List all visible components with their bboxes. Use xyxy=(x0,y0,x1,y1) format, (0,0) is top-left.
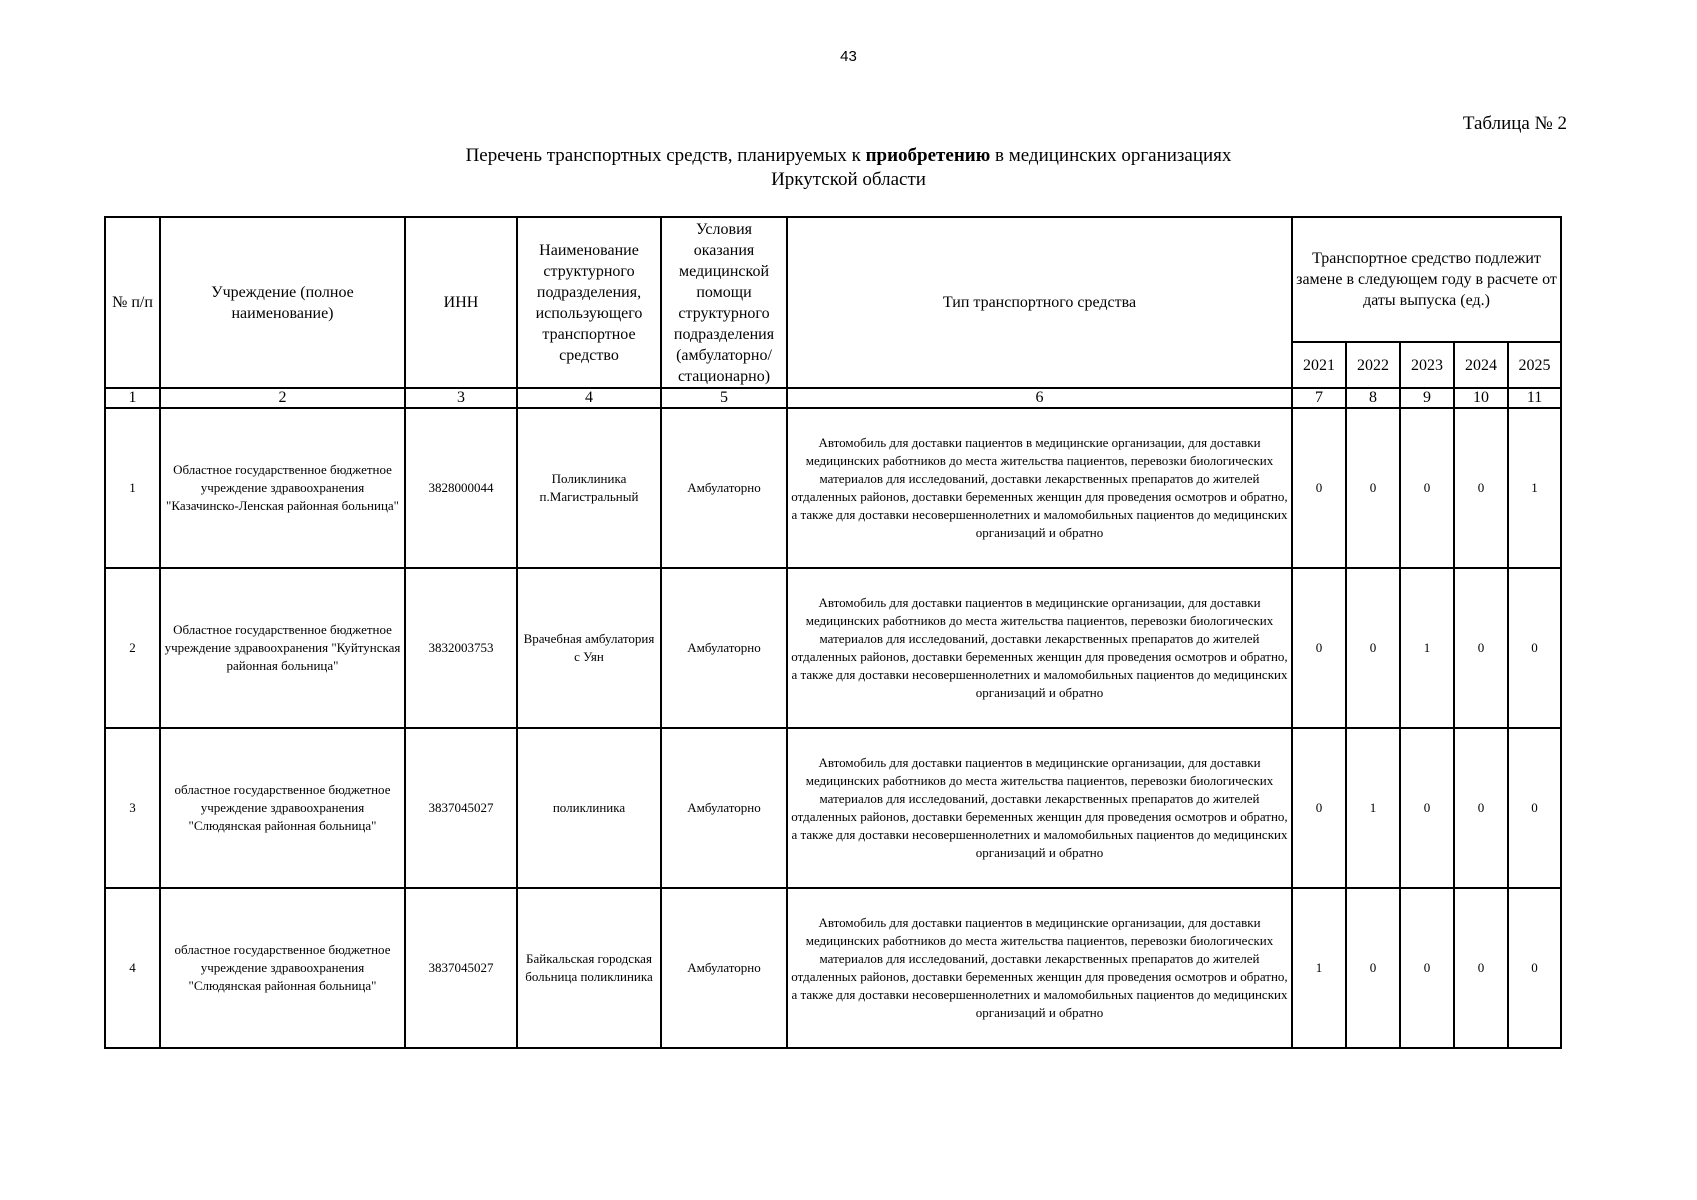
column-number: 11 xyxy=(1508,388,1561,408)
row-value-2023: 1 xyxy=(1400,568,1454,728)
row-institution: областное государственное бюджетное учреждение здравоохранения "Слюдянская районная больница" xyxy=(160,728,405,888)
table-row xyxy=(105,888,1561,1048)
row-vehicle-type: Автомобиль для доставки пациентов в медицинские организации, для доставки медицинских работников до места жительства пациентов, перевозки биологических материалов для исследований, доставки лекарственных препаратов до жителей отдаленных районов, доставки беременных женщин для проведения осмотров и обратно, а также для доставки несовершеннолетних и маломобильных пациентов до медицинских организаций и обратно xyxy=(787,888,1292,1048)
column-number: 9 xyxy=(1400,388,1454,408)
column-number: 6 xyxy=(787,388,1292,408)
row-num: 4 xyxy=(105,888,160,1048)
header-year: 2025 xyxy=(1508,342,1561,388)
row-conditions: Амбулаторно xyxy=(661,408,787,568)
header-institution: Учреждение (полное наименование) xyxy=(160,217,405,388)
row-vehicle-type: Автомобиль для доставки пациентов в медицинские организации, для доставки медицинских работников до места жительства пациентов, перевозки биологических материалов для исследований, доставки лекарственных препаратов до жителей отдаленных районов, доставки беременных женщин для проведения осмотров и обратно, а также для доставки несовершеннолетних и маломобильных пациентов до медицинских организаций и обратно xyxy=(787,408,1292,568)
header-inn: ИНН xyxy=(405,217,517,388)
document-title xyxy=(0,144,1697,192)
row-value-2021: 0 xyxy=(1292,408,1346,568)
column-numbers-row xyxy=(105,388,1561,408)
vehicles-table xyxy=(104,216,1562,1049)
row-value-2022: 0 xyxy=(1346,408,1400,568)
header-subdivision: Наименование структурного подразделения, использующего транспортное средство xyxy=(517,217,661,388)
column-number: 8 xyxy=(1346,388,1400,408)
title-prefix: Перечень транспортных средств, планируемых к xyxy=(465,145,866,166)
row-value-2021: 1 xyxy=(1292,888,1346,1048)
row-conditions: Амбулаторно xyxy=(661,728,787,888)
row-value-2025: 0 xyxy=(1508,728,1561,888)
row-institution: Областное государственное бюджетное учреждение здравоохранения "Куйтунская районная больница" xyxy=(160,568,405,728)
row-inn: 3837045027 xyxy=(405,888,517,1048)
page-number: 43 xyxy=(840,48,857,65)
column-number: 3 xyxy=(405,388,517,408)
row-subdivision: поликлиника xyxy=(517,728,661,888)
header-vehicle-type: Тип транспортного средства xyxy=(787,217,1292,388)
column-number: 2 xyxy=(160,388,405,408)
table-row xyxy=(105,728,1561,888)
row-subdivision: Врачебная амбулатория с Уян xyxy=(517,568,661,728)
row-value-2022: 0 xyxy=(1346,568,1400,728)
row-value-2024: 0 xyxy=(1454,728,1508,888)
row-institution: областное государственное бюджетное учреждение здравоохранения "Слюдянская районная больница" xyxy=(160,888,405,1048)
header-conditions: Условия оказания медицинской помощи структурного подразделения (амбулаторно/ стационарно) xyxy=(661,217,787,388)
row-value-2023: 0 xyxy=(1400,888,1454,1048)
row-value-2025: 0 xyxy=(1508,568,1561,728)
title-emphasis: приобретению xyxy=(865,145,991,166)
row-vehicle-type: Автомобиль для доставки пациентов в медицинские организации, для доставки медицинских работников до места жительства пациентов, перевозки биологических материалов для исследований, доставки лекарственных препаратов до жителей отдаленных районов, доставки беременных женщин для проведения осмотров и обратно, а также для доставки несовершеннолетних и маломобильных пациентов до медицинских организаций и обратно xyxy=(787,728,1292,888)
column-number: 5 xyxy=(661,388,787,408)
row-value-2023: 0 xyxy=(1400,408,1454,568)
row-conditions: Амбулаторно xyxy=(661,888,787,1048)
column-number: 1 xyxy=(105,388,160,408)
row-inn: 3828000044 xyxy=(405,408,517,568)
row-value-2025: 1 xyxy=(1508,408,1561,568)
row-conditions: Амбулаторно xyxy=(661,568,787,728)
header-year: 2021 xyxy=(1292,342,1346,388)
title-line2: Иркутской области xyxy=(771,169,926,190)
row-value-2024: 0 xyxy=(1454,888,1508,1048)
title-suffix: в медицинских организациях xyxy=(990,145,1232,166)
header-year: 2024 xyxy=(1454,342,1508,388)
row-subdivision: Байкальская городская больница поликлиника xyxy=(517,888,661,1048)
table-row xyxy=(105,568,1561,728)
header-year: 2023 xyxy=(1400,342,1454,388)
row-value-2023: 0 xyxy=(1400,728,1454,888)
row-num: 1 xyxy=(105,408,160,568)
row-value-2022: 1 xyxy=(1346,728,1400,888)
row-value-2024: 0 xyxy=(1454,408,1508,568)
row-subdivision: Поликлиника п.Магистральный xyxy=(517,408,661,568)
row-value-2024: 0 xyxy=(1454,568,1508,728)
row-value-2021: 0 xyxy=(1292,728,1346,888)
table-row xyxy=(105,408,1561,568)
header-replacement: Транспортное средство подлежит замене в следующем году в расчете от даты выпуска (ед.) xyxy=(1292,217,1561,342)
row-num: 2 xyxy=(105,568,160,728)
header-year: 2022 xyxy=(1346,342,1400,388)
row-value-2021: 0 xyxy=(1292,568,1346,728)
row-inn: 3832003753 xyxy=(405,568,517,728)
column-number: 4 xyxy=(517,388,661,408)
header-num: № п/п xyxy=(105,217,160,388)
table-label: Таблица № 2 xyxy=(1462,113,1567,134)
row-inn: 3837045027 xyxy=(405,728,517,888)
row-vehicle-type: Автомобиль для доставки пациентов в медицинские организации, для доставки медицинских работников до места жительства пациентов, перевозки биологических материалов для исследований, доставки лекарственных препаратов до жителей отдаленных районов, доставки беременных женщин для проведения осмотров и обратно, а также для доставки несовершеннолетних и маломобильных пациентов до медицинских организаций и обратно xyxy=(787,568,1292,728)
column-number: 7 xyxy=(1292,388,1346,408)
column-number: 10 xyxy=(1454,388,1508,408)
row-institution: Областное государственное бюджетное учреждение здравоохранения "Казачинско-Ленская районная больница" xyxy=(160,408,405,568)
row-num: 3 xyxy=(105,728,160,888)
row-value-2025: 0 xyxy=(1508,888,1561,1048)
row-value-2022: 0 xyxy=(1346,888,1400,1048)
